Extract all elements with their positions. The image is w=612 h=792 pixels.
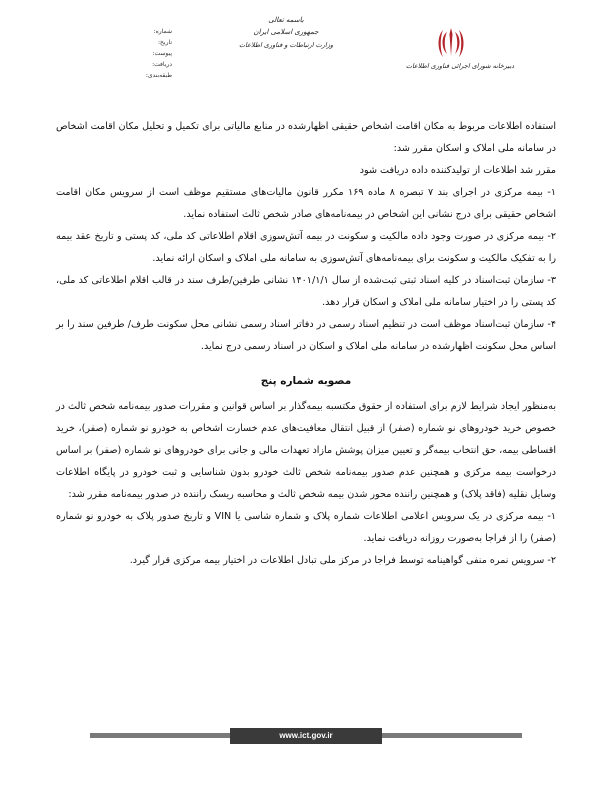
- letterhead-center: [226, 14, 346, 52]
- section-heading: مصوبه شماره پنج: [260, 375, 352, 387]
- meta-attachment-label: پیوست:: [152, 50, 172, 57]
- list-item: ۲- سرویس نمره منفی گواهینامه توسط فراجا در مرکز ملی تبادل اطلاعات در اختیار بیمه مرکزی قرار گیرد.: [129, 555, 556, 566]
- meta-received-label: دریافت:: [152, 61, 172, 68]
- list-item: ۳- سازمان ثبت‌اسناد در کلیه اسناد ثبتی ثبت‌شده از سال ۱۴۰۱/۱/۱ نشانی طرفین/طرف سند در قالب اقلام اطلاعاتی کد ملی، کد پستی را در اختیار سامانه ملی املاک و اسکان قرار دهد.: [56, 275, 556, 308]
- footer-bar-right: [382, 733, 522, 738]
- intro-paragraph: استفاده اطلاعات مربوط به مکان اقامت اشخاص حقیقی اظهارشده در منابع مالیاتی برای تکمیل و تحلیل مکان اقامت اشخاص در سامانه ملی املاک و اسکان مقرر شد:: [56, 121, 556, 154]
- ministry-name: وزارت ارتباطات و فناوری اطلاعات: [239, 41, 333, 49]
- letterhead: [0, 10, 612, 80]
- country-name: جمهوری اسلامی ایران: [253, 28, 319, 36]
- resolution-paragraph: به‌منظور ایجاد شرایط لازم برای استفاده از حقوق مکتسبه بیمه‌گذار بر اساس قوانین و مقررات صدور بیمه‌نامه شخص ثالث در خصوص خرید خودروهای نو شماره (صفر) از قبیل انتقال معافیت‌های عدم خسارت اشخاص به خودرو نو شماره (صفر)، خرید اقساطی بیمه، حق انتخاب بیمه‌گر و تعیین میزان پوشش مازاد تعهدات مالی و جانی برای خودروهای نو شماره (صفر) بر اساس درخواست بیمه مرکزی و همچنین عدم صدور بیمه‌نامه شخص ثالث خودرو بدون شناسایی و ثبت خودرو در پایگاه اطلاعات وسایل نقلیه (فاقد پلاک) و همچنین راننده محور شدن بیمه شخص ثالث و محاسبه ریسک راننده در صدور بیمه‌نامه مقرر شد:: [56, 401, 556, 500]
- sub-intro: مقرر شد اطلاعات از تولیدکننده داده دریافت شود: [359, 165, 556, 176]
- footer-bar-left: [90, 733, 230, 738]
- meta-classification-label: طبقه‌بندی:: [145, 72, 172, 79]
- meta-number-label: شماره:: [153, 28, 172, 35]
- list-item: ۱- بیمه مرکزی در اجرای بند ۷ تبصره ۸ ماده ۱۶۹ مکرر قانون مالیات‌های مستقیم موظف است از سرویس مکان اقامت اشخاص حقیقی برای درج نشانی این اشخاص در بیمه‌نامه‌های صادر شخص ثالث استفاده نماید.: [56, 187, 556, 220]
- list-item: ۴- سازمان ثبت‌اسناد موظف است در تنظیم اسناد رسمی در دفاتر اسناد رسمی نشانی محل سکونت طرف/ طرفین سند را بر اساس محل سکونت اظهارشده در سامانه ملی املاک و اسکان در اسناد رسمی درج نماید.: [56, 319, 556, 352]
- meta-date-label: تاریخ:: [158, 39, 172, 46]
- footer-url: www.ict.gov.ir: [230, 728, 382, 744]
- organization-name: دبیرخانه شورای اجرائی فناوری اطلاعات: [405, 62, 515, 70]
- bismillah: باسمه تعالی: [268, 16, 304, 24]
- list-item: ۱- بیمه مرکزی در یک سرویس اعلامی اطلاعات شماره پلاک و شماره شاسی یا VIN و تاریخ صدور پلاک به خودرو نو شماره (صفر) را از فراجا به‌صورت روزانه دریافت نماید.: [56, 511, 556, 544]
- iran-emblem-icon: [437, 26, 465, 60]
- document-body: [56, 116, 556, 572]
- letter-meta-fields: [112, 26, 172, 81]
- list-item: ۲- بیمه مرکزی در صورت وجود داده مالکیت و سکونت در بیمه آتش‌سوزی اقلام اطلاعاتی کد ملی، کد پستی و تاریخ عقد بیمه را به تفکیک مالکیت و سکونت برای بیمه‌نامه‌های آتش‌سوزی به سامانه ملی املاک و اسکان ارائه نماید.: [56, 231, 556, 264]
